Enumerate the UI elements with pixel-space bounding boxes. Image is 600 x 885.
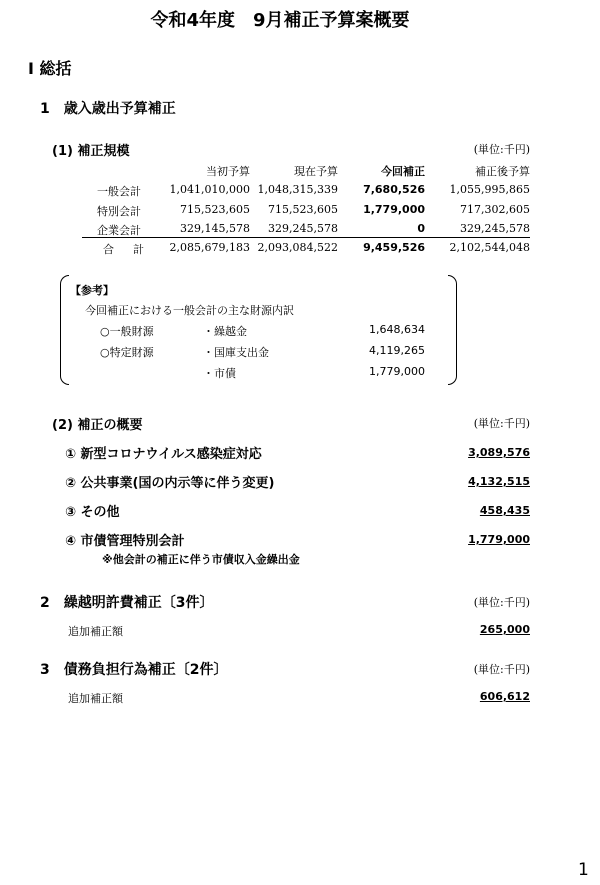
reference-bracket-left — [60, 275, 69, 385]
cell-enterprise-after: 329,245,578 — [460, 222, 530, 235]
overview-value-other: 458,435 — [479, 504, 530, 517]
row-label-total: 合 計 — [103, 243, 148, 256]
reference-category-specific: ○特定財源 — [100, 346, 154, 359]
page-title: 令和4年度 9月補正予算案概要 — [150, 10, 410, 31]
scale-heading: (1) 補正規模 — [52, 144, 130, 159]
reference-item-national: ・国庫支出金 — [203, 346, 269, 359]
reference-value-bond: 1,779,000 — [369, 365, 425, 378]
reference-caption: 今回補正における一般会計の主な財源内訳 — [85, 304, 294, 317]
overview-note: ※他会計の補正に伴う市債収入金繰出金 — [102, 553, 300, 566]
cell-enterprise-current: 329,245,578 — [268, 222, 338, 235]
overview-heading: (2) 補正の概要 — [52, 418, 143, 433]
row-label-special: 特別会計 — [97, 205, 141, 218]
row-label-general: 一般会計 — [97, 185, 141, 198]
subsection-heading-1: 1 歳入歳出予算補正 — [40, 101, 176, 117]
overview-value-public-works: 4,132,515 — [468, 475, 530, 488]
reference-bracket-right — [448, 275, 457, 385]
overview-item-other: ③ その他 — [65, 505, 120, 520]
cell-enterprise-initial: 329,145,578 — [180, 222, 250, 235]
cell-enterprise-this: 0 — [417, 222, 425, 235]
carryover-value: 265,000 — [479, 623, 530, 636]
col-header-this: 今回補正 — [381, 165, 425, 178]
cell-special-initial: 715,523,605 — [180, 203, 250, 216]
col-header-after: 補正後予算 — [475, 165, 530, 178]
cell-total-current: 2,093,084,522 — [257, 241, 338, 254]
reference-item-bond: ・市債 — [203, 367, 236, 380]
overview-item-bond-account: ④ 市債管理特別会計 — [65, 534, 185, 549]
reference-title: 【参考】 — [70, 284, 114, 297]
col-header-initial: 当初予算 — [206, 165, 250, 178]
cell-special-this: 1,779,000 — [363, 203, 425, 216]
reference-value-carryover: 1,648,634 — [369, 323, 425, 336]
cell-general-after: 1,055,995,865 — [449, 183, 530, 196]
total-divider — [82, 237, 530, 238]
cell-general-current: 1,048,315,339 — [257, 183, 338, 196]
reference-item-carryover: ・繰越金 — [203, 325, 247, 338]
cell-total-after: 2,102,544,048 — [449, 241, 530, 254]
debt-label: 追加補正額 — [68, 692, 123, 705]
debt-value: 606,612 — [479, 690, 530, 703]
reference-category-general: ○一般財源 — [100, 325, 154, 338]
cell-special-after: 717,302,605 — [460, 203, 530, 216]
carryover-unit: (単位:千円) — [473, 596, 530, 609]
overview-item-covid: ① 新型コロナウイルス感染症対応 — [65, 447, 262, 462]
subsection-heading-2: 2 繰越明許費補正〔3件〕 — [40, 595, 214, 611]
cell-general-this: 7,680,526 — [363, 183, 425, 196]
carryover-label: 追加補正額 — [68, 625, 123, 638]
subsection-heading-3: 3 債務負担行為補正〔2件〕 — [40, 662, 228, 678]
scale-unit: (単位:千円) — [473, 143, 530, 156]
overview-value-bond-account: 1,779,000 — [468, 533, 530, 546]
cell-total-this: 9,459,526 — [363, 241, 425, 254]
row-label-enterprise: 企業会計 — [97, 224, 141, 237]
overview-value-covid: 3,089,576 — [468, 446, 530, 459]
overview-unit: (単位:千円) — [473, 417, 530, 430]
debt-unit: (単位:千円) — [473, 663, 530, 676]
reference-value-national: 4,119,265 — [369, 344, 425, 357]
cell-total-initial: 2,085,679,183 — [169, 241, 250, 254]
cell-general-initial: 1,041,010,000 — [169, 183, 250, 196]
cell-special-current: 715,523,605 — [268, 203, 338, 216]
overview-item-public-works: ② 公共事業(国の内示等に伴う変更) — [65, 476, 275, 491]
col-header-current: 現在予算 — [294, 165, 338, 178]
page-number: 1 — [578, 860, 589, 880]
section-heading: Ⅰ 総括 — [28, 59, 72, 78]
